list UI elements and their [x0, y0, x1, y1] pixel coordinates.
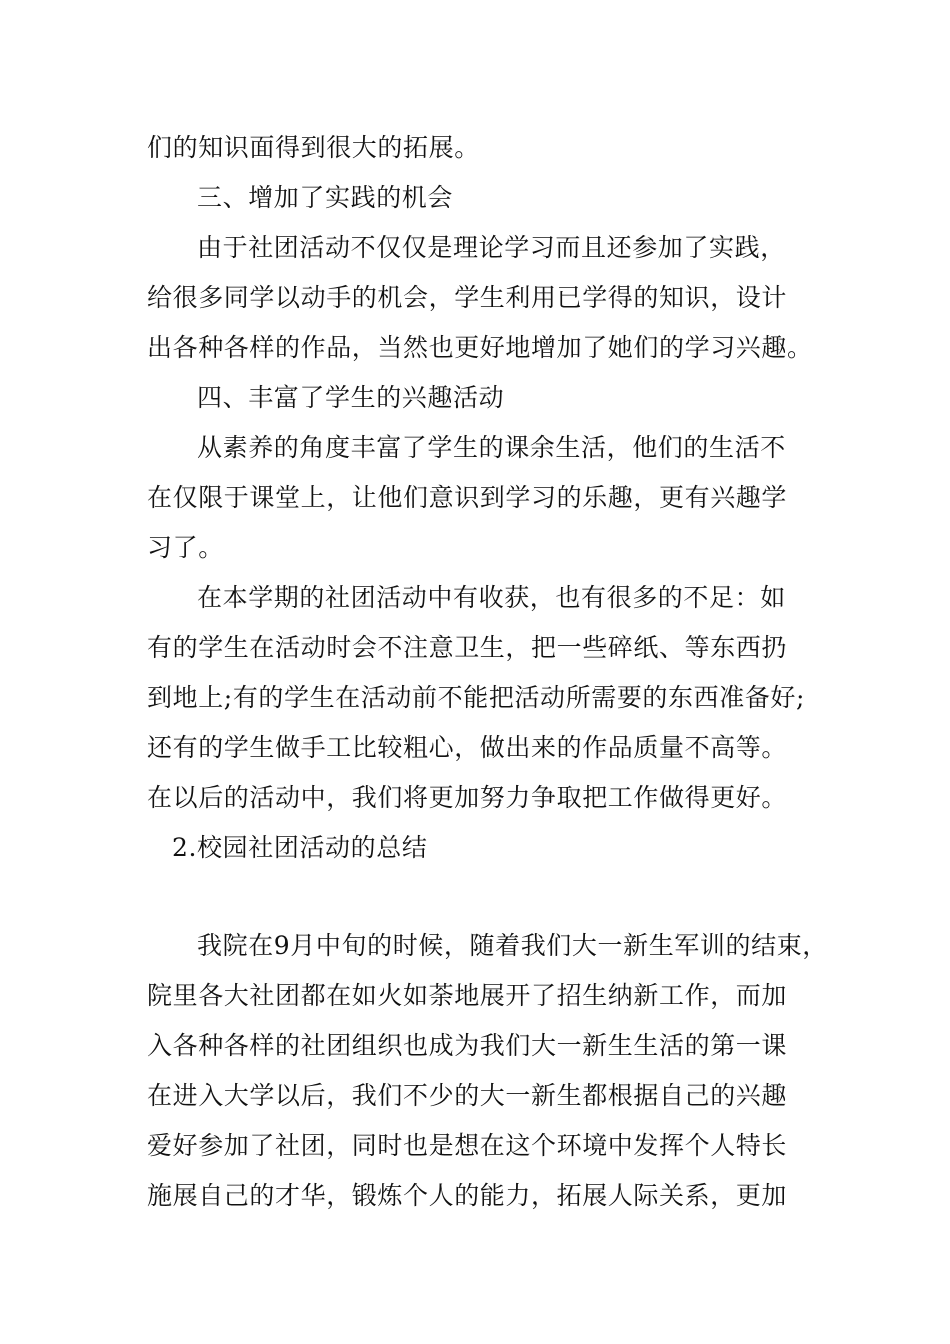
section-heading: 三、增加了实践的机会	[197, 183, 454, 212]
paragraph-line: 到地上;有的学生在活动前不能把活动所需要的东西准备好;	[147, 683, 806, 712]
paragraph-line: 们的知识面得到很大的拓展。	[147, 133, 480, 162]
section-heading: 四、丰富了学生的兴趣活动	[197, 383, 505, 412]
paragraph-line: 由于社团活动不仅仅是理论学习而且还参加了实践，	[197, 233, 786, 262]
paragraph-line: 给很多同学以动手的机会，学生利用已学得的知识，设计	[147, 283, 788, 312]
paragraph-line: 在仅限于课堂上，让他们意识到学习的乐趣，更有兴趣学	[147, 483, 788, 512]
paragraph-line: 习了。	[147, 533, 224, 562]
paragraph-line: 出各种各样的作品，当然也更好地增加了她们的学习兴趣。	[147, 333, 813, 362]
paragraph-line: 在进入大学以后，我们不少的大一新生都根据自己的兴趣	[147, 1081, 788, 1110]
paragraph-line: 在本学期的社团活动中有收获，也有很多的不足：如	[197, 583, 786, 612]
paragraph-line: 院里各大社团都在如火如荼地展开了招生纳新工作，而加	[147, 981, 788, 1010]
paragraph-line: 我院在9月中旬的时候，随着我们大一新生军训的结束，	[197, 931, 828, 960]
paragraph-line: 在以后的活动中，我们将更加努力争取把工作做得更好。	[147, 783, 788, 812]
paragraph-line: 还有的学生做手工比较粗心，做出来的作品质量不高等。	[147, 733, 788, 762]
article-heading: 2.校园社团活动的总结	[172, 833, 428, 862]
paragraph-line: 入各种各样的社团组织也成为我们大一新生生活的第一课	[147, 1031, 788, 1060]
paragraph-line: 爱好参加了社团，同时也是想在这个环境中发挥个人特长	[147, 1131, 788, 1160]
paragraph-line: 从素养的角度丰富了学生的课余生活，他们的生活不	[197, 433, 786, 462]
paragraph-line: 施展自己的才华，锻炼个人的能力，拓展人际关系，更加	[147, 1181, 788, 1210]
paragraph-line: 有的学生在活动时会不注意卫生，把一些碎纸、等东西扔	[147, 633, 788, 662]
